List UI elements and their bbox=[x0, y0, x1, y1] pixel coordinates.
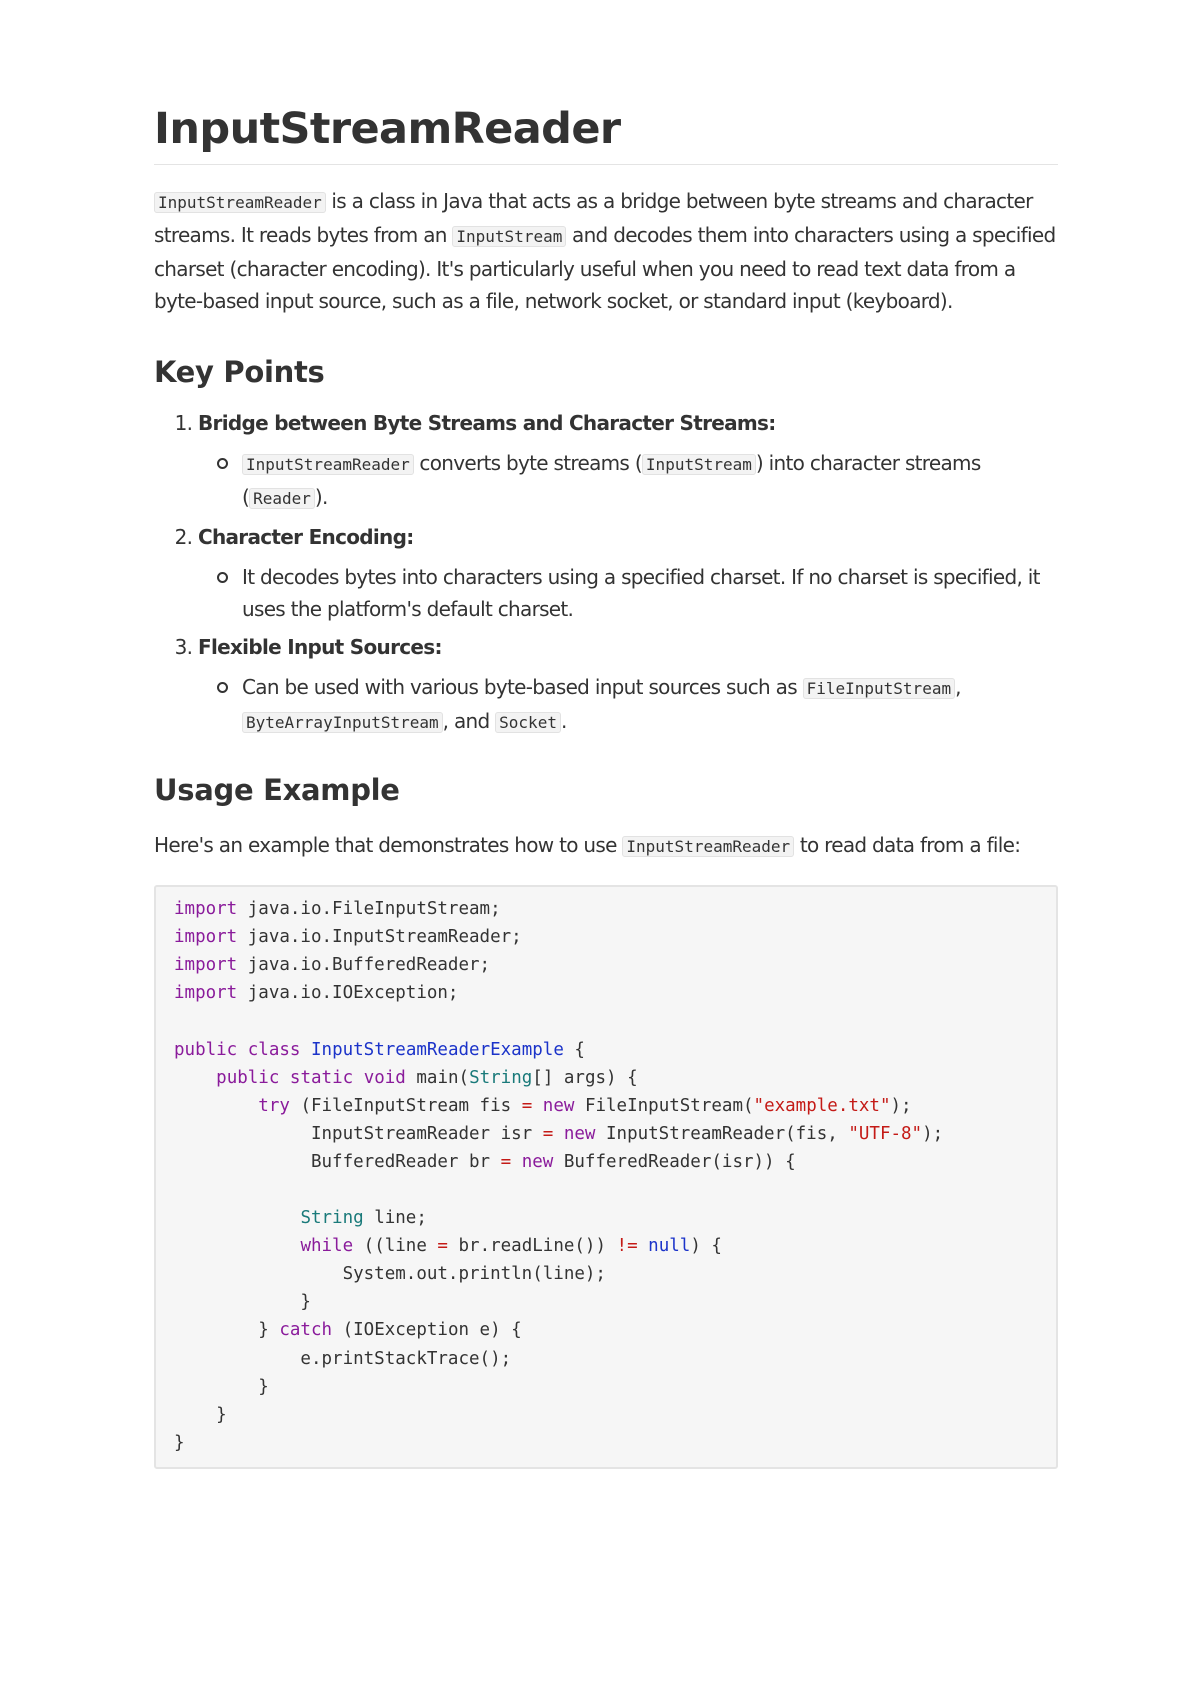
inline-code: FileInputStream bbox=[803, 678, 956, 699]
intro-text: and decodes them into characters using a specified charset (character encoding). It's particularly useful when you need to read text data from a byte-based input source, such as a file, network socket, or standard input (keyboard). bbox=[154, 223, 1056, 314]
code-block bbox=[154, 885, 1058, 1469]
inline-code: InputStream bbox=[452, 226, 566, 247]
sub-item-text: It decodes bytes into characters using a specified charset. If no charset is specified, it uses the platform's default charset. bbox=[242, 565, 1040, 622]
inline-code: Reader bbox=[249, 488, 315, 509]
circle-bullet-icon bbox=[217, 458, 228, 469]
inline-code: InputStream bbox=[642, 454, 756, 475]
inline-code: InputStreamReader bbox=[242, 454, 414, 475]
usage-paragraph bbox=[154, 829, 1058, 863]
section-heading-usage-example: Usage Example bbox=[154, 773, 400, 808]
sub-item-text: ). bbox=[314, 485, 328, 510]
inline-code: Socket bbox=[495, 712, 561, 733]
sub-item-text: converts byte streams ( bbox=[413, 451, 642, 476]
key-points-list bbox=[154, 407, 1058, 739]
sub-item-text: Can be used with various byte-based input sources such as bbox=[242, 675, 803, 700]
circle-bullet-icon bbox=[217, 572, 228, 583]
sub-list-item bbox=[242, 447, 1058, 515]
intro-text: is a class in Java that acts as a bridge between byte streams and character streams. It reads bytes from an bbox=[154, 189, 1033, 248]
usage-text: Here's an example that demonstrates how to use bbox=[154, 833, 623, 858]
document-content bbox=[154, 100, 1058, 1469]
sub-list-item bbox=[242, 561, 1058, 625]
key-point-item bbox=[198, 521, 1058, 625]
key-point-sublist bbox=[198, 561, 1058, 625]
key-point-item bbox=[198, 631, 1058, 739]
inline-code: InputStreamReader bbox=[154, 192, 326, 213]
key-point-sublist bbox=[198, 447, 1058, 515]
sub-item-text: ) into character streams ( bbox=[242, 451, 981, 510]
key-point-sublist bbox=[198, 671, 1058, 739]
sub-item-text: , bbox=[955, 675, 961, 700]
sub-item-text: . bbox=[560, 709, 567, 734]
intro-paragraph bbox=[154, 185, 1058, 317]
page-title: InputStreamReader bbox=[154, 100, 1058, 165]
usage-text: to read data from a file: bbox=[794, 833, 1021, 858]
code-sample: import java.io.FileInputStream; import java.io.InputStreamReader; import java.io.BufferedReader; import java.io.IOException; public class InputStreamReaderExample { public static void main(String[] args) { try (FileInputStream fis = new FileInputStream("example.txt"); InputStreamReader isr = new InputStreamReader(fis, "UTF-8"); BufferedReader br = new BufferedReader(isr)) { String line; while ((line = br.readLine()) != null) { System.out.println(line); } } catch (IOException e) { e.printStackTrace(); } } } bbox=[174, 899, 944, 1453]
key-point-title: Flexible Input Sources: bbox=[198, 635, 442, 660]
key-point-title: Character Encoding: bbox=[198, 525, 414, 550]
inline-code: InputStreamReader bbox=[622, 836, 794, 857]
sub-item-text: , and bbox=[442, 709, 496, 734]
circle-bullet-icon bbox=[217, 682, 228, 693]
inline-code: ByteArrayInputStream bbox=[242, 712, 443, 733]
key-point-title: Bridge between Byte Streams and Character Streams: bbox=[198, 411, 776, 436]
sub-list-item bbox=[242, 671, 1058, 739]
key-point-item bbox=[198, 407, 1058, 515]
section-heading-key-points: Key Points bbox=[154, 355, 325, 390]
